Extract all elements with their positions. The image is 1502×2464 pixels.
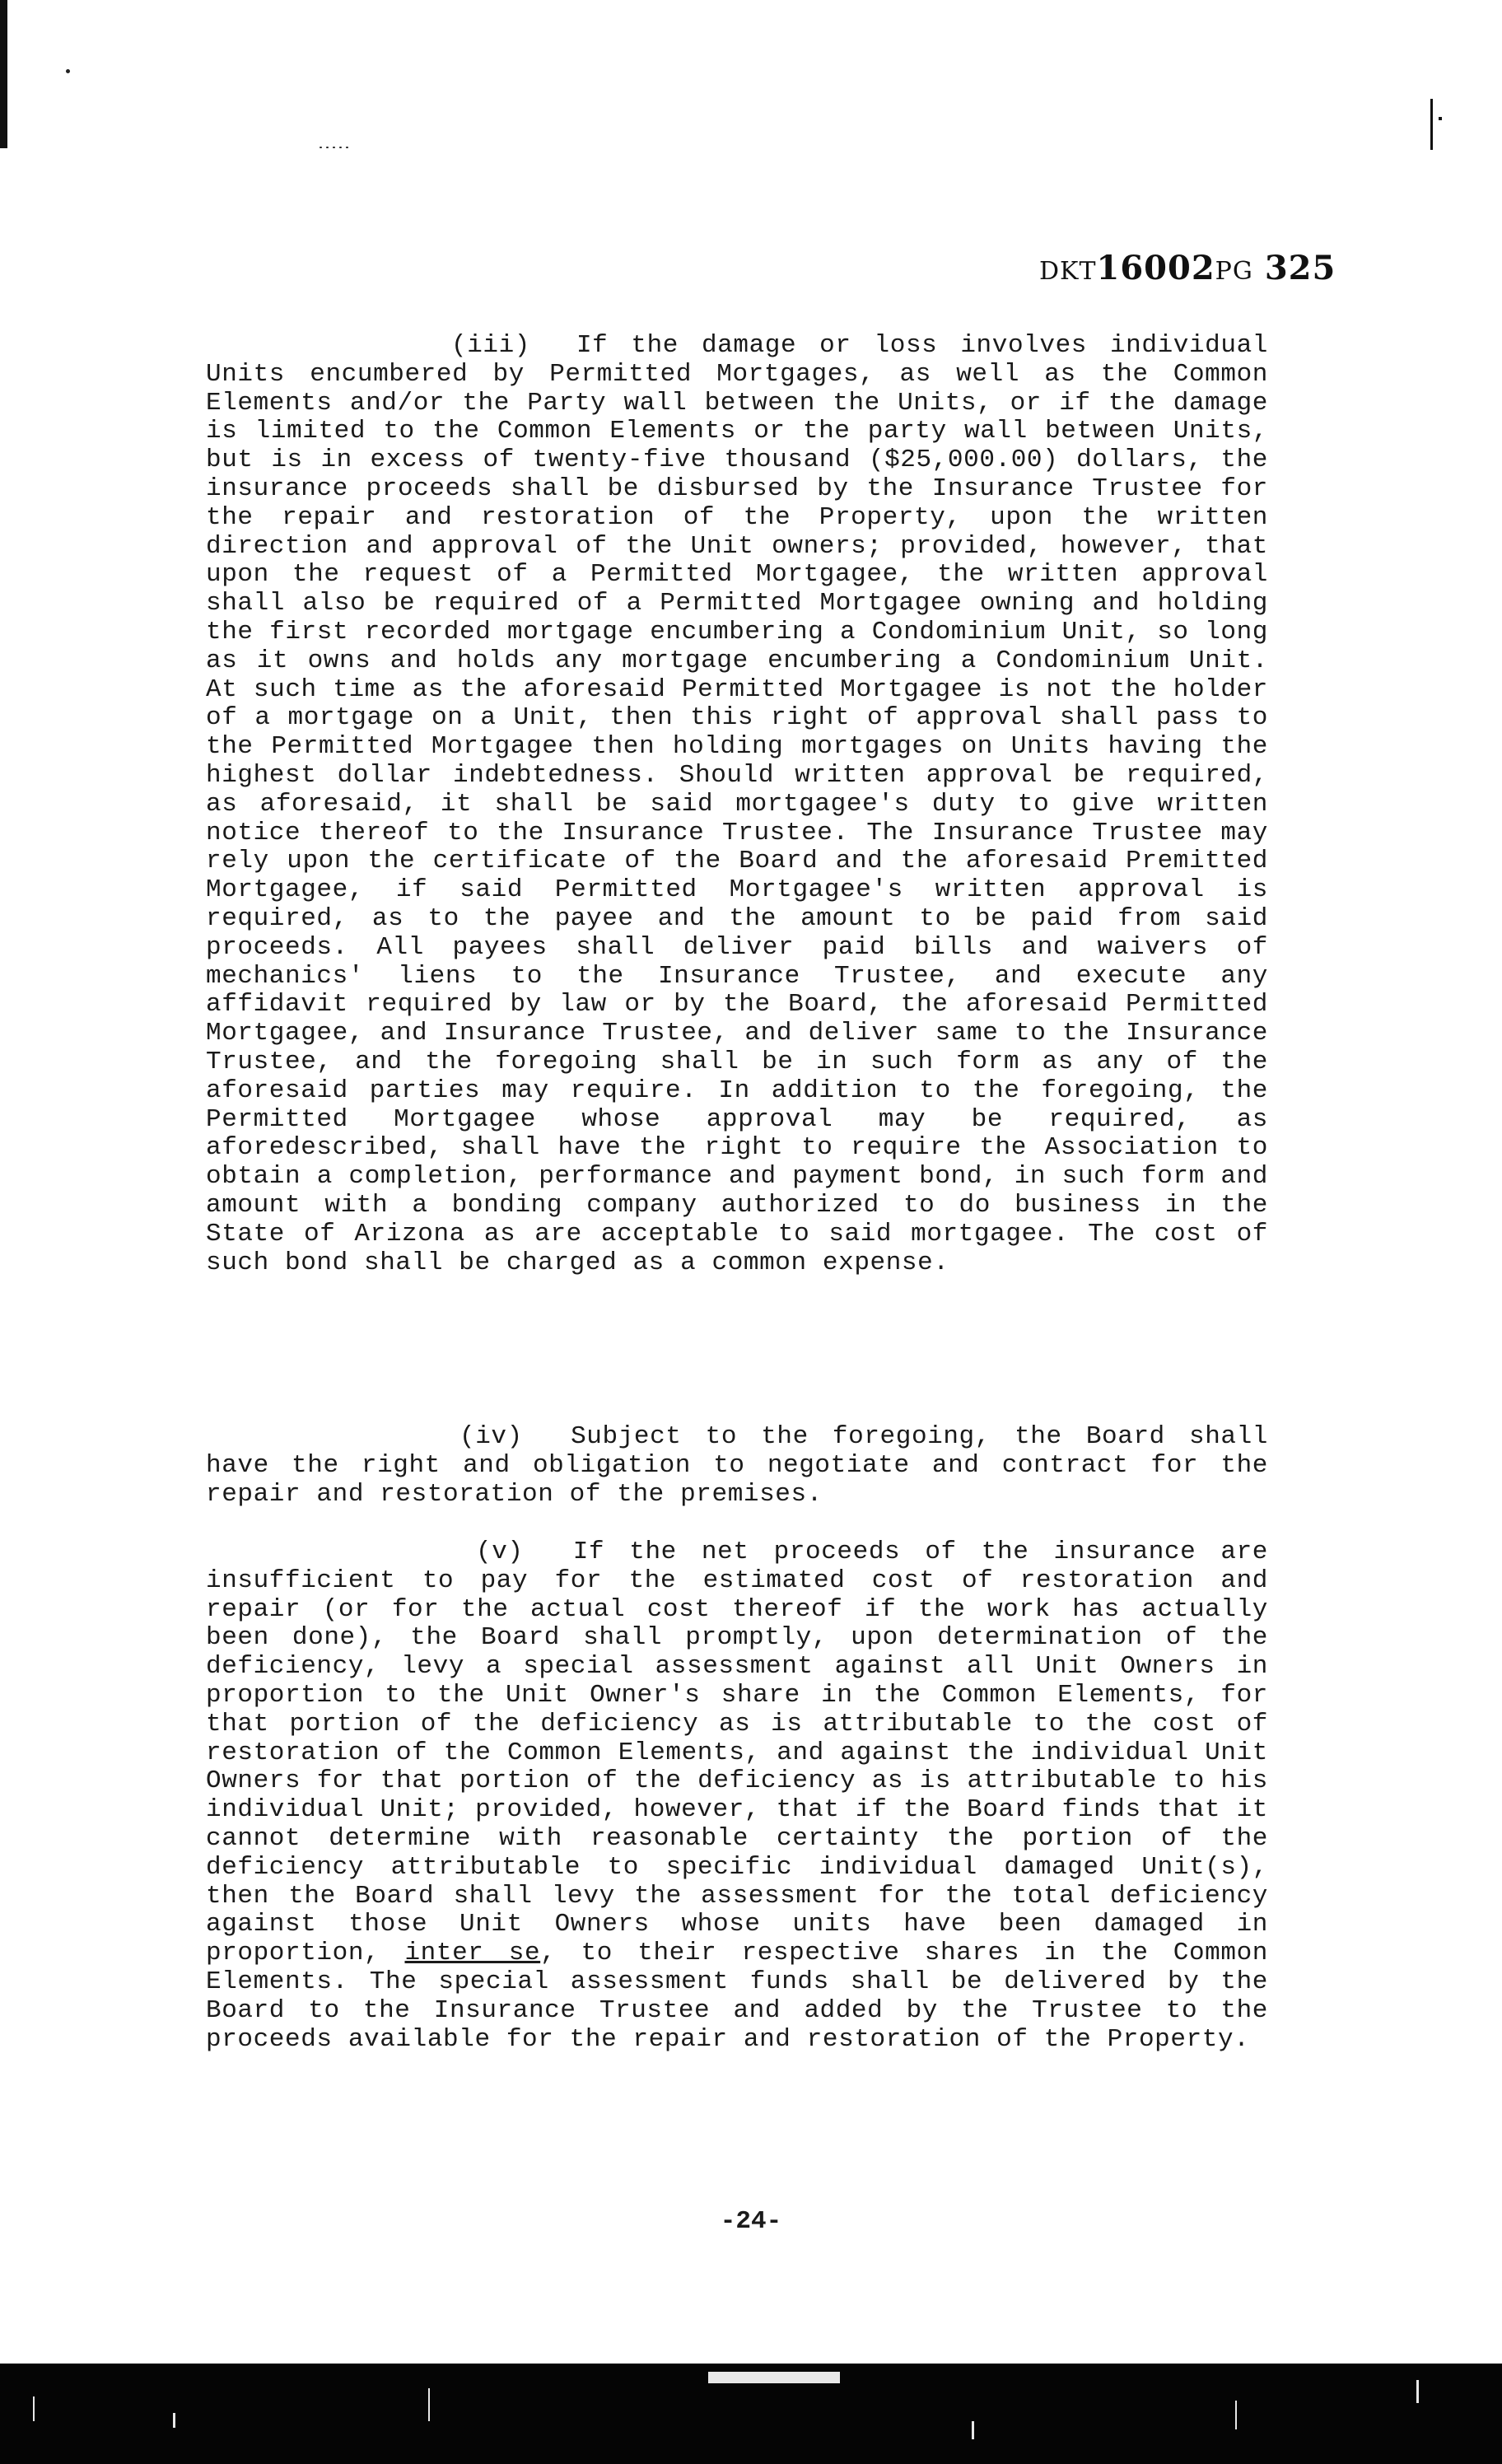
paragraph-marker: (v) [476,1538,524,1566]
scan-noise [708,2372,840,2383]
scan-noise [173,2413,175,2428]
scan-noise [33,2396,35,2421]
paragraph-iv [206,1423,1268,1509]
scan-bottom-band [0,2364,1502,2464]
scan-speck [333,147,335,148]
scan-speck [1439,117,1442,120]
paragraph-text: If the damage or loss involves individual Units encumbered by Permitted Mortgages, as well as the Common Elements and/or the Party wall between the Units, or if the damage is limited to the Common Elements or the party wall between Units, but is in excess of twenty-five thousand ($25,000.00) dollars, the insurance proceeds shall be disbursed by the Insurance Trustee for the repair and restoration of the Property, upon the written direction and approval of the Unit owners; provided, however, that upon the request of a Permitted Mortgagee, the written approval shall also be required of a Permitted Mortgagee owning and holding the first recorded mortgage encumbering a Condominium Unit, so long as it owns and holds any mortgage encumbering a Condominium Unit. At such time as the aforesaid Permitted Mortgagee is not the holder of a mortgage on a Unit, then this right of approval shall pass to the Permitted Mortgagee then holding mortgages on Units having the highest dollar indebtedness. Should written approval be required, as aforesaid, it shall be said mortgagee's duty to give written notice thereof to the Insurance Trustee. The Insurance Trustee may rely upon the certificate of the Board and the aforesaid Premitted Mortgagee, if said Permitted Mortgagee's written approval is required, as to the payee and the amount to be paid from said proceeds. All payees shall deliver paid bills and waivers of mechanics' liens to the Insurance Trustee, and execute any affidavit required by law or by the Board, the aforesaid Permitted Mortgagee, and Insurance Trustee, and deliver same to the Insurance Trustee, and the foregoing shall be in such form as any of the aforesaid parties may require. In addition to the foregoing, the Permitted Mortgagee whose approval may be required, as aforedescribed, shall have the right to require the Association to obtain a completion, performance and payment bond, in such form and amount with a bonding company authorized to do business in the State of Arizona as are acceptable to said mortgagee. The cost of such bond shall be charged as a common expense. [206,331,1268,1277]
paragraph-text: If the net proceeds of the insurance are insufficient to pay for the estimated cost of restoration and repair (or for the actual cost thereof if the work has actually been done), the Board shall promptly, upon determination of the deficiency, levy a special assessment against all Unit Owners in proportion to the Unit Owner's share in the Common Elements, for that portion of the deficiency as is attributable to the cost of restoration of the Common Elements, and against the individual Unit Owners for that portion of the deficiency as is attributable to his individual Unit; provided, however, that if the Board finds that it cannot determine with reasonable certainty the portion of the deficiency attributable to specific individual damaged Unit(s), then the Board shall levy the assessment for the total deficiency against those Unit Owners whose units have been damaged in proportion, [206,1538,1268,1968]
scan-speck [339,147,342,148]
paragraph-iii [206,332,1268,1277]
paragraph-text: Subject to the foregoing, the Board shall have the right and obligation to negotiate and contract for the repair and restoration of the premises. [206,1422,1269,1509]
scan-margin-mark [1430,99,1433,150]
page-number: -24- [720,2207,782,2236]
scan-noise [1235,2401,1237,2429]
scan-noise [1416,2380,1419,2403]
paragraph-text-continued: , to their respective shares in the Common Elements. The special assessment funds shall be delivered by the Board to the Insurance Trustee and added by the Trustee to the proceeds available for the repair and restoration of the Property. [206,1939,1268,2054]
scan-noise [428,2388,430,2421]
paragraph-v [206,1538,1268,2054]
docket-number: 16002 [1096,249,1215,287]
paragraph-marker: (iv) [459,1422,523,1451]
scan-speck [326,147,329,148]
scan-speck [346,147,348,148]
paragraph-marker: (iii) [451,331,531,360]
docket-page-number: 325 [1264,249,1336,287]
scan-edge-mark [0,0,7,148]
scan-noise [972,2421,974,2439]
scan-speck [320,147,322,148]
scan-speck [66,69,70,73]
docket-label: DKT [1039,257,1097,286]
underlined-term: inter se [404,1939,541,1968]
docket-page-label: PG [1215,257,1253,286]
docket-stamp [1039,249,1336,287]
